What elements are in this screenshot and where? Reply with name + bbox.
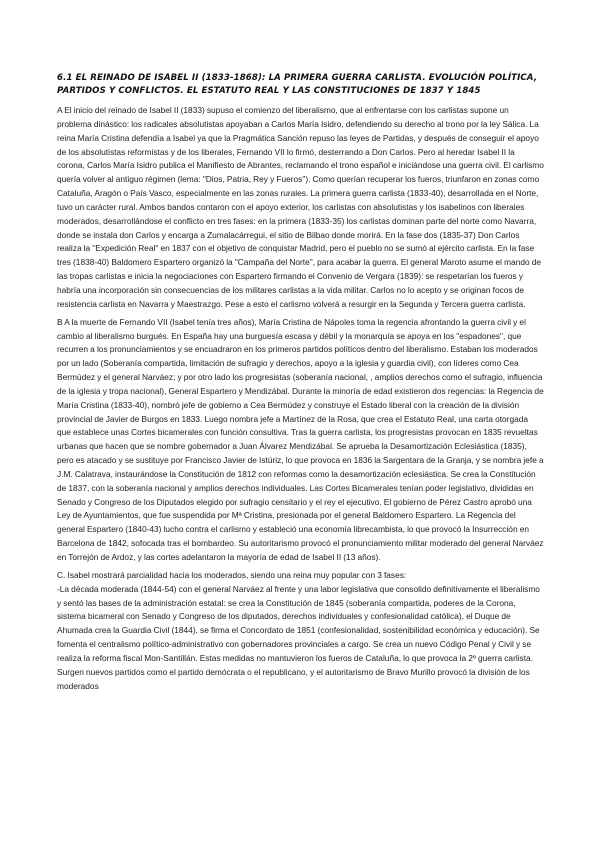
- paragraph-section-a: A El inicio del reinado de Isabel II (1833) supuso el comienzo del liberalismo, que al enfrentarse con los carlistas supone un problema dinástico: los radicales absolutistas apoyaban a Carlos María Isidro, defendiendo su derecho al trono por la ley Sálica. La reina María Cristina defendía a Isabel ya que la Pragmática Sanción repuso las leyes de Partidas, y después de conseguir el apoyo de los absolutistas reformistas y de los liberales, Fernando VII lo firmó, desterrando a Don Carlos. Pero al heredar Isabel II la corona, Carlos María Isidro publica el Manifiesto de Abrantes, reclamando el trono español e iniciándose una guerra civil. El carlismo quería volver al antiguo régimen (lema: "Dios, Patria, Rey y Fueros"). Como querían recuperar los fueros, triunfaron en zonas como Cataluña, Aragón o País Vasco, especialmente en las zonas rurales. La primera guerra carlista (1833-40), desarrollada en el Norte, tuvo un carácter rural. Ambos bandos contaron con el apoyo exterior, los carlistas con absolutistas y los isabelinos con liberales moderados, desarrollándose el conflicto en tres fases: en la primera (1833-35) los carlistas dominan parte del norte como Navarra, donde se instala don Carlos y encarga a Zumalacárregui, el sitio de Bilbao donde morirá. En la fase dos (1835-37) Don Carlos realiza la "Expedición Real" en 1837 con el objetivo de conquistar Madrid, pero el pueblo no se sumó al ejército carlista. En la fase tres (1838-40) Baldomero Espartero organizó la "Campaña del Norte", para acabar la guerra. El general Maroto asume el mando de las tropas carlistas e inicia la negociaciones con Espartero firmando el Convenio de Vergara (1839): se respetarían los fueros y habría una incorporación sin consecuencias de los militares carlistas a la vida militar. Carlos no lo acepto y se originan focos de resistencia carlista en Navarra y Maestrazgo. Pese a esto el carlismo volverá a resurgir en la Segunda y Tercera guerra carlista.: [57, 105, 544, 309]
- paragraph-section-c-body: -La década moderada (1844-54) con el general Narváez al frente y una labor legislativa que consolido definitivamente el liberalismo y sentó las bases de la administración estatal: se crea la Constitución de 1845 (soberanía compartida, poderes de la Corona, sistema bicameral con Senado y Congreso de los diputados, derechos individuales y confesionalidad católica), el Duque de Ahumada crea la Guardia Civil (1844), se firma el Concordato de 1851 (confesionalidad, sostenibilidad económica y educación). Se fomenta el centralismo político-administrativo con gobernadores provinciales a cargo. Se crea un nuevo Código Penal y Civil y se realiza la reforma fiscal Mon-Santillán. Estas medidas no mantuvieron los fueros de Cataluña, lo que provoca la 2º guerra carlista. Surgen nuevos partidos como el partido demócrata o el republicano, y el autoritarismo de Bravo Murillo provocó la división de los moderados: [57, 583, 540, 691]
- document-page: [57, 72, 544, 697]
- paragraph-section-b: B A la muerte de Fernando VII (Isabel tenía tres años), María Cristina de Nápoles toma la regencia afrontando la guerra civil y el cambio al liberalismo burgués. En España hay una burguesía escasa y débil y la monarquía se apoya en los "espadones", que recurren a los pronunciamientos y se encuadraron en los primeros partidos políticos dentro del liberalismo. Estaban los moderados por un lado (Soberanía compartida, limitación de sufragio y derechos, apoyo a la iglesia y guardia civil), con líderes como Cea Bermúdez y el general Narváez; y por otro lado los progresistas (soberanía nacional, , amplios derechos como el sufragio, influencia de la iglesia y tropa nacional), General Espartero y Mendizábal. Durante la minoría de edad existieron dos regencias: la Regencia de María Cristina (1833-40), nombró jefe de gobierno a Cea Bermúdez y construye el Estado liberal con la creación de la división provincial de Javier de Burgos en 1833. Luego nombra jefe a Martínez de la Rosa, que crea el Estatuto Real, una carta otorgada que establece unas Cortes bicamerales con función consultiva. Tras la guerra carlista, los progresistas provocan en 1835 revueltas urbanas que hacen que se nombre gobernador a Juan Álvarez Mendizábal. Se aprueba la Desamortización Eclesiástica (1835), pero es atacado y se sustituye por Francisco Javier de Istúriz, lo que provoca en 1836 la Sargentara de la Granja, y se nombra jefe a J.M. Calatrava, instaurándose la Constitución de 1812 con reformas como la desamortización eclesiástica. Se crea la Constitución de 1837, con la soberanía nacional y amplios derechos individuales. Las Cortes Bicamerales tenían poder legislativo, divididas en Senado y Congreso de los Diputados elegido por sufragio censitario y el rey el ejecutivo. El gobierno de Pérez Castro aprobó una Ley de Ayuntamientos, que fue suspendida por Mª Cristina, presionada por el general Baldomero Espartero. La Regencia del general Espartero (1840-43) lucho contra el carlismo y estableció una economía librecambista, lo que provocó la Insurrección en Barcelona de 1842, sofocada tras el bombardeo. Su autoritarismo provocó el pronunciamiento militar moderado del general Narváez en Torrejón de Ardoz, y las cortes adelantaron la mayoría de edad de Isabel II (13 años).: [57, 316, 544, 562]
- document-title: 6.1 EL REINADO DE ISABEL II (1833-1868): LA PRIMERA GUERRA CARLISTA. EVOLUCIÓN POLÍTICA, PARTIDOS Y CONFLICTOS. EL ESTATUTO REAL Y LAS CONSTITUCIONES DE 1837 Y 1845: [57, 73, 538, 96]
- paragraph-section-c-intro: C. Isabel mostrará parcialidad hacia los moderados, siendo una reina muy popular con 3 fases:: [57, 569, 407, 580]
